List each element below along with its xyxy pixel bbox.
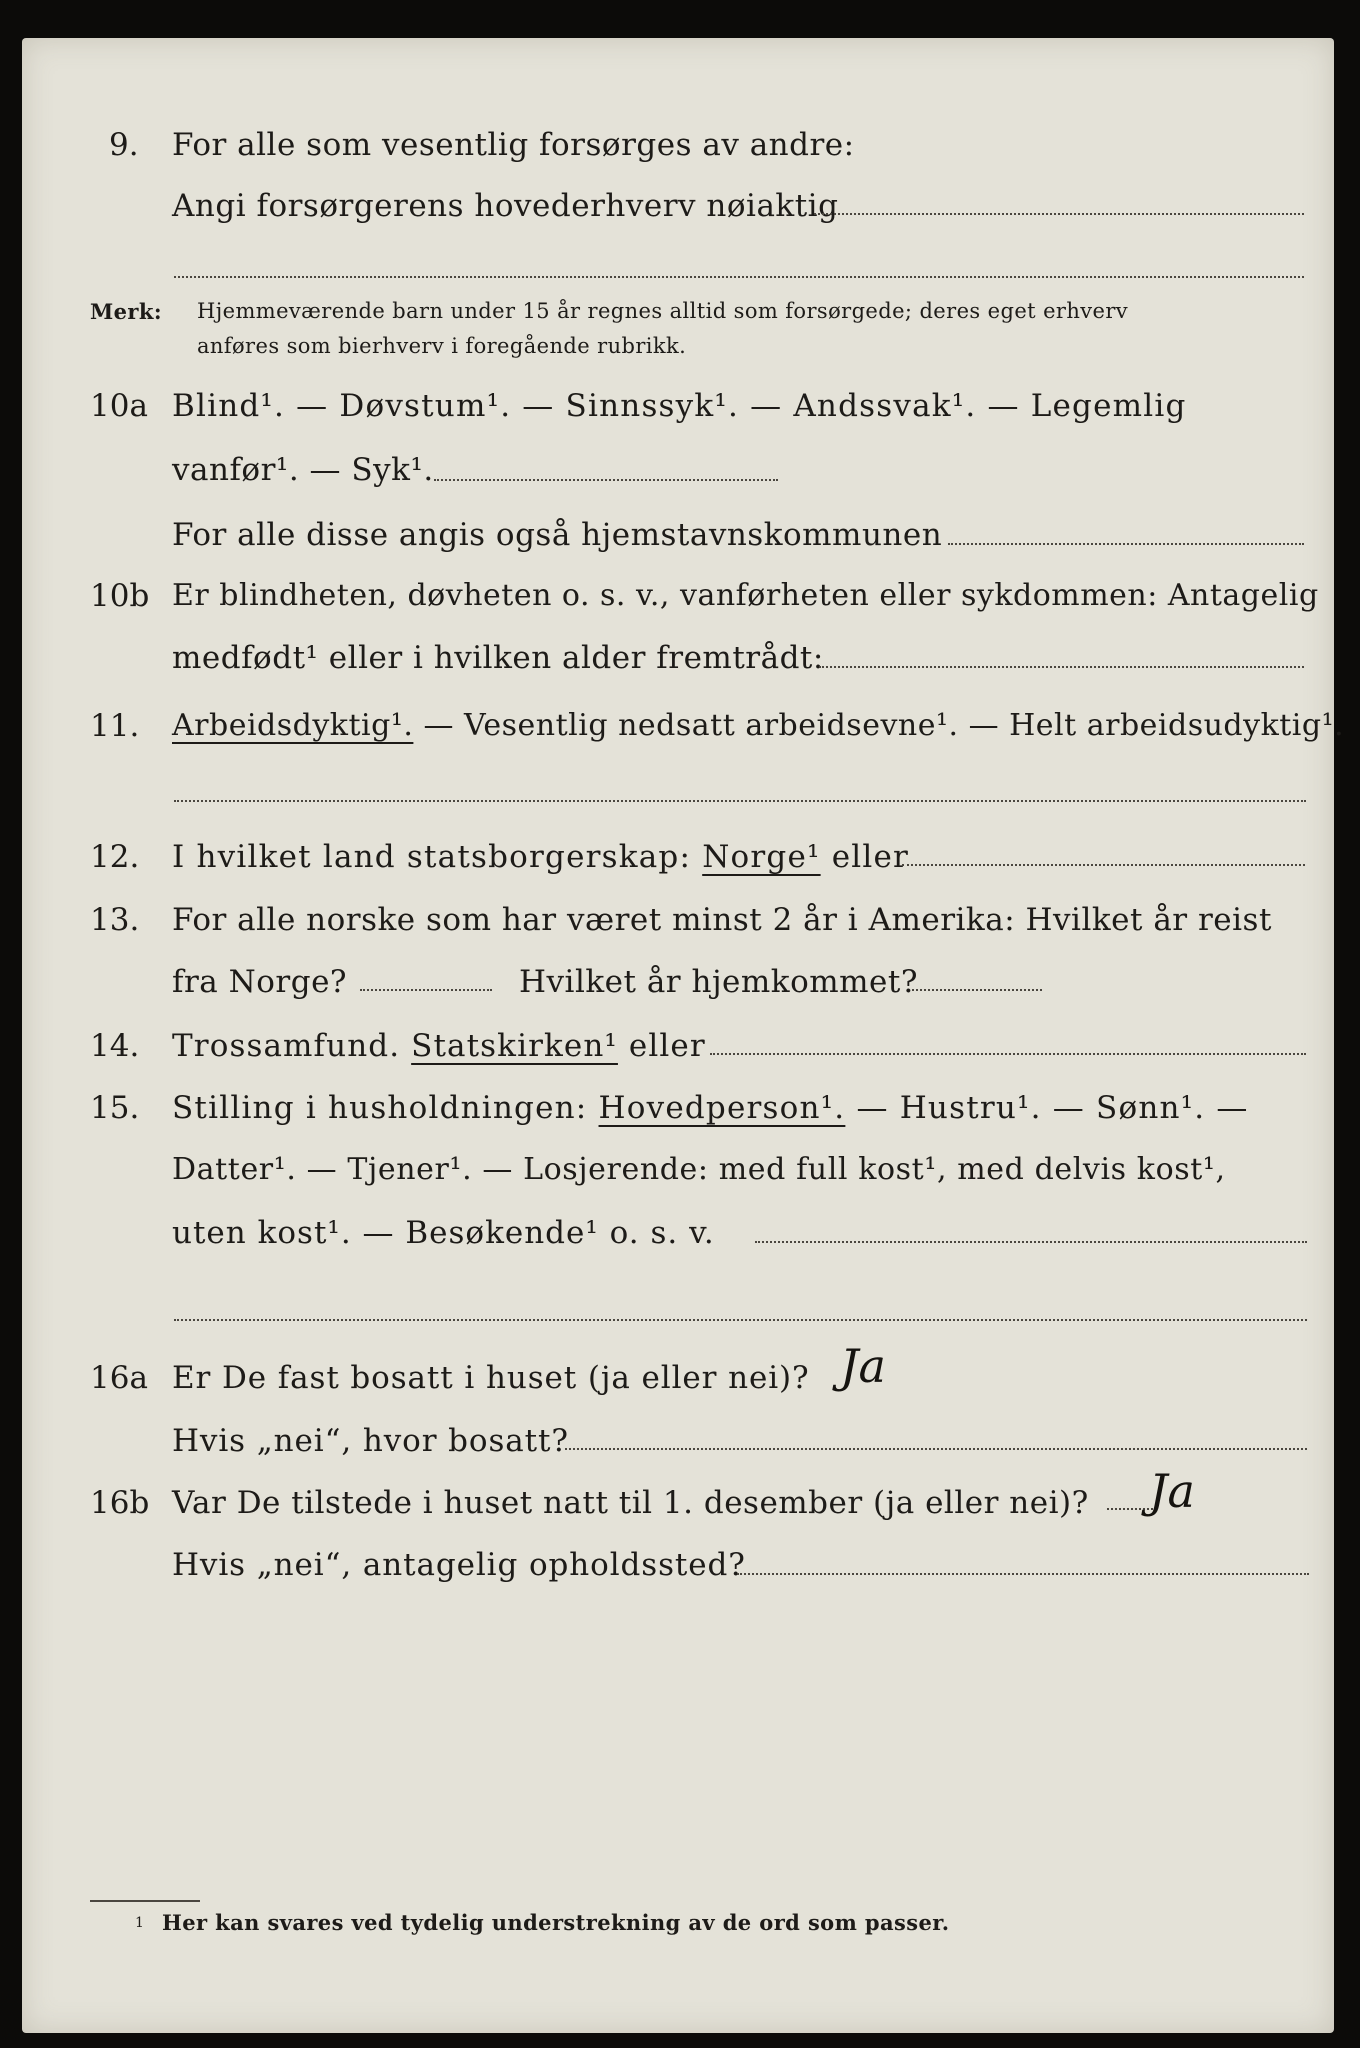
question-13-hjem-line [912, 989, 1042, 991]
question-11-line [172, 708, 1345, 743]
question-11-extra-line [174, 800, 1306, 802]
question-14-text: Trossamfund. [172, 1028, 401, 1064]
question-14-or: eller [628, 1028, 706, 1064]
question-11-other-options: — Vesentlig nedsatt arbeidsevne¹. — Helt arbeidsudyktig¹. [423, 708, 1345, 743]
question-15-answer-line [755, 1241, 1307, 1243]
question-16a-line2: Hvis „nei“, hvor bosatt? [172, 1423, 569, 1459]
question-16b-line2: Hvis „nei“, antagelig opholdssted? [172, 1547, 746, 1583]
question-9-line1: For alle som vesentlig forsørges av andre: [172, 127, 855, 163]
question-9-number: 9. [109, 127, 139, 163]
question-15-number: 15. [90, 1090, 140, 1126]
question-11-selected-option: Arbeidsdyktig¹. [172, 708, 414, 743]
question-10a-line2: vanfør¹. — Syk¹. [172, 452, 434, 488]
question-14-answer-line [710, 1053, 1306, 1055]
question-14-line [172, 1028, 706, 1064]
question-12-number: 12. [90, 839, 140, 875]
question-12-or: eller [831, 839, 910, 875]
question-15-line1 [172, 1090, 1249, 1126]
question-11-number: 11. [90, 708, 140, 744]
question-10a-line1: Blind¹. — Døvstum¹. — Sinnssyk¹. — Andssvak¹. — Legemlig [172, 388, 1187, 424]
question-16a-answer-line [565, 1448, 1307, 1450]
question-10b-number: 10b [90, 578, 150, 614]
question-16a-number: 16a [90, 1360, 148, 1396]
footnote-mark: 1 [135, 1915, 145, 1931]
question-10a-line3: For alle disse angis også hjemstavnskommunen [172, 517, 943, 553]
question-12-text: I hvilket land statsborgerskap: [172, 839, 692, 875]
census-form-page [22, 38, 1345, 2033]
question-10a-number: 10a [90, 388, 148, 424]
merk-line2: anføres som bierhverv i foregående rubrikk. [197, 334, 687, 358]
question-15-answer: Hovedperson¹. [598, 1090, 846, 1126]
question-16b-number: 16b [90, 1485, 150, 1521]
question-13-line1: For alle norske som har været minst 2 år i Amerika: Hvilket år reist [172, 902, 1272, 938]
question-10b-line1: Er blindheten, døvheten o. s. v., vanførheten eller sykdommen: Antagelig [172, 578, 1319, 613]
footnote-rule [90, 1900, 200, 1902]
question-15-text: Stilling i husholdningen: [172, 1090, 588, 1126]
question-15-line3: uten kost¹. — Besøkende¹ o. s. v. [172, 1215, 715, 1251]
question-12-line [172, 839, 910, 875]
question-12-answer-line [902, 864, 1305, 866]
question-9-line2: Angi forsørgerens hovederhverv nøiaktig [172, 188, 839, 224]
question-13-number: 13. [90, 902, 140, 938]
question-16b-answer-line [737, 1573, 1309, 1575]
question-16b-handwritten-answer: Ja [1149, 1464, 1195, 1518]
question-16a-handwritten-answer: Ja [840, 1339, 886, 1393]
question-14-answer: Statskirken¹ [411, 1028, 618, 1064]
question-16a-line1: Er De fast bosatt i huset (ja eller nei)? [172, 1360, 810, 1396]
question-15-line2: Datter¹. — Tjener¹. — Losjerende: med full kost¹, med delvis kost¹, [172, 1152, 1226, 1187]
question-9-extra-line [174, 276, 1304, 278]
question-16b-line1: Var De tilstede i huset natt til 1. desember (ja eller nei)? [172, 1485, 1089, 1521]
merk-label: Merk: [90, 299, 162, 324]
question-10b-line2: medfødt¹ eller i hvilken alder fremtrådt: [172, 640, 824, 676]
question-16b-answer-lead [1107, 1508, 1153, 1510]
question-12-answer: Norge¹ [702, 839, 821, 875]
question-10a-answer-line [434, 479, 778, 481]
question-15-extra-line [174, 1319, 1307, 1321]
question-10b-answer-line [819, 666, 1304, 668]
question-14-number: 14. [90, 1028, 140, 1064]
question-9-answer-line [814, 213, 1304, 215]
question-13-reist-line [360, 989, 492, 991]
question-13-line2b: Hvilket år hjemkommet? [519, 964, 918, 1000]
question-15-options: — Hustru¹. — Sønn¹. — [856, 1090, 1249, 1126]
question-13-line2a: fra Norge? [172, 964, 348, 1000]
footnote-text: Her kan svares ved tydelig understrekning av de ord som passer. [162, 1910, 950, 1935]
question-10a-hometown-line [948, 543, 1304, 545]
merk-line1: Hjemmeværende barn under 15 år regnes alltid som forsørgede; deres eget erhverv [197, 299, 1129, 323]
